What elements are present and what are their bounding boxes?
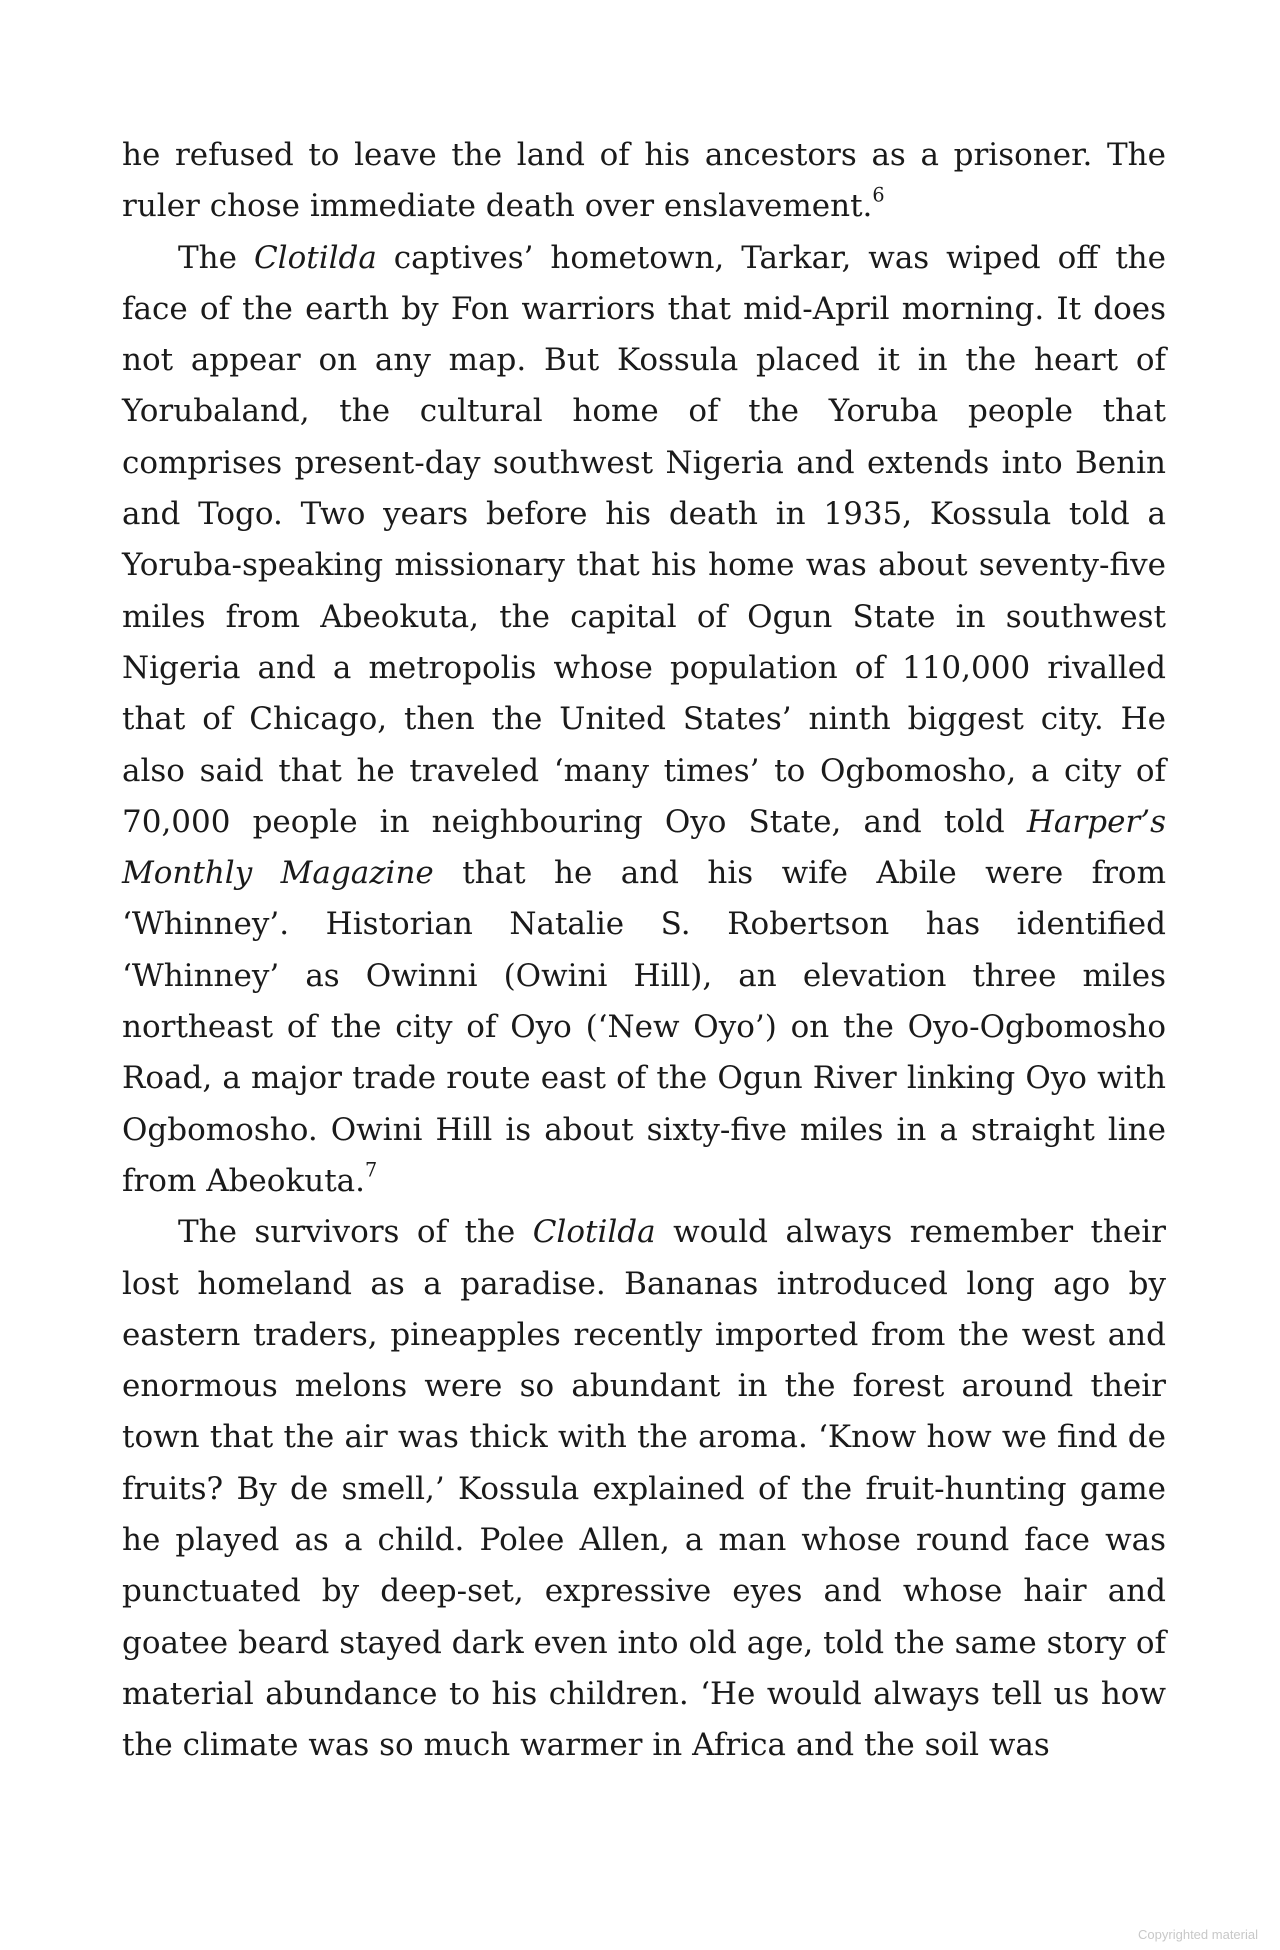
paragraph-1 [122,130,1166,233]
paragraph-2 [122,233,1166,1208]
page-body [122,130,1166,1772]
footnote-ref-7[interactable]: 7 [365,1158,378,1182]
text-run: The survivors of the [178,1214,533,1251]
footnote-ref-6[interactable]: 6 [872,183,885,207]
text-run: The [178,239,254,276]
ship-name-italic: Clotilda [532,1214,656,1251]
ship-name-italic: Clotilda [253,239,377,276]
text-run: captives’ hometown, Tarkar, was wiped off the face of the earth by Fon warriors that mid-April morning. It does not appear on any map. But Kossula placed it in the heart of Yorubaland, the cultural home of the Yoruba people that comprises present-day southwest Nigeria and extends into Benin and Togo. Two years before his death in 1935, Kossula told a Yoruba-speaking missionary that his home was about seventy-five miles from Abeokuta, the capital of Ogun State in southwest Nigeria and a metropolis whose population of 110,000 rivalled that of Chicago, then the United States’ ninth biggest city. He also said that he traveled ‘many times’ to Ogbomosho, a city of 70,000 people in neighbouring Oyo State, and told [122,239,1166,840]
text-run: would always remember their lost homeland as a paradise. Bananas introduced long ago by eastern traders, pineapples recently imported from the west and enormous melons were so abundant in the forest around their town that the air was thick with the aroma. ‘Know how we find de fruits? By de smell,’ Kossula explained of the fruit-hunting game he played as a child. Polee Allen, a man whose round face was punctuated by deep-set, expressive eyes and whose hair and goatee beard stayed dark even into old age, told the same story of material abundance to his children. ‘He would always tell us how the climate was so much warmer in Africa and the soil was [122,1214,1166,1764]
magazine-title-italic: Harper’s Monthly Magazine [122,803,1166,892]
text-run: he refused to leave the land of his ancestors as a prisoner. The ruler chose immediate death over enslavement. [122,137,1166,225]
text-run: that he and his wife Abile were from ‘Whinney’. Historian Natalie S. Robertson has identified ‘Whinney’ as Owinni (Owini Hill), an elevation three miles northeast of the city of Oyo (‘New Oyo’) on the Oyo-Ogbomosho Road, a major trade route east of the Ogun River linking Oyo with Ogbomosho. Owini Hill is about sixty-five miles in a straight line from Abeokuta. [122,855,1166,1199]
paragraph-3 [122,1207,1166,1771]
copyright-watermark: Copyrighted material [1138,1927,1258,1942]
